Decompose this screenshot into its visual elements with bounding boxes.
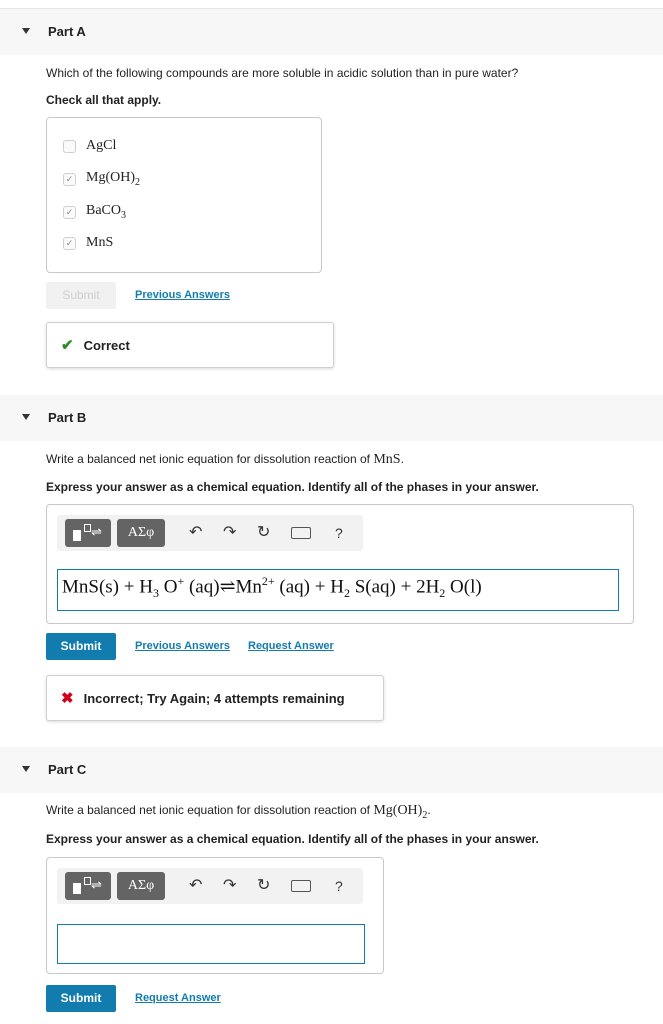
part-b-header[interactable]	[0, 395, 663, 441]
checkbox-mns[interactable]: ✓	[63, 237, 76, 250]
part-b-instruction: Express your answer as a chemical equation. Identify all of the phases in your answer.	[46, 480, 539, 494]
part-c-equation-editor	[46, 857, 384, 974]
part-b-equation-editor	[46, 504, 634, 624]
feedback-text: Incorrect; Try Again; 4 attempts remaining	[83, 690, 345, 706]
editor-toolbar	[57, 515, 363, 551]
part-c-question: Write a balanced net ionic equation for dissolution reaction of $Mg(OH)_2$.	[46, 803, 431, 821]
template-button[interactable]	[65, 872, 111, 900]
choice-mgoh2[interactable]	[63, 169, 140, 189]
part-b-submit-button[interactable]: Submit	[46, 633, 116, 660]
template-small-box-icon	[84, 877, 91, 885]
undo-icon[interactable]: ↶	[189, 877, 203, 894]
greek-symbols-button[interactable]: ΑΣφ	[117, 519, 165, 547]
answer-equation: $MnS(s) + H_3$ O+ $(aq)\rightleftharpoons Mn^{2+}$ $(aq) + H_2$ $S(aq) + 2H_2$ O(l)	[62, 574, 482, 601]
part-b-request-answer-link[interactable]: Request Answer	[248, 640, 334, 652]
part-b-feedback	[46, 675, 384, 721]
choice-label: $Mg(OH)_2$	[86, 170, 140, 188]
part-c-title: Part C	[48, 762, 87, 777]
collapse-caret-icon[interactable]	[22, 766, 30, 772]
checkbox-agcl[interactable]	[63, 140, 76, 153]
keyboard-icon[interactable]	[291, 880, 311, 892]
part-c-header[interactable]	[0, 747, 663, 793]
equilibrium-icon: ⇌	[91, 524, 102, 539]
x-icon: ✖	[61, 690, 74, 707]
part-a-question: Which of the following compounds are more soluble in acidic solution than in pure water?	[46, 66, 519, 80]
answer-input[interactable]	[57, 569, 619, 611]
choice-label: BaCO$_3$	[86, 203, 126, 221]
undo-icon[interactable]: ↶	[189, 524, 203, 541]
collapse-caret-icon[interactable]	[22, 414, 30, 420]
part-a-submit-button[interactable]: Submit	[46, 282, 116, 309]
choice-label: MnS	[86, 235, 114, 250]
template-small-box-icon	[84, 524, 91, 532]
keyboard-icon[interactable]	[291, 527, 311, 539]
equilibrium-icon: ⇌	[91, 877, 102, 892]
choice-list	[46, 117, 322, 273]
greek-symbols-button[interactable]: ΑΣφ	[117, 872, 165, 900]
part-a-title: Part A	[48, 24, 86, 39]
part-a-previous-answers-link[interactable]: Previous Answers	[135, 289, 230, 301]
choice-baco3[interactable]	[63, 202, 126, 222]
part-b-previous-answers-link[interactable]: Previous Answers	[135, 640, 230, 652]
choice-label: AgCl	[86, 138, 117, 153]
checkbox-baco3[interactable]: ✓	[63, 206, 76, 219]
part-c-instruction: Express your answer as a chemical equation. Identify all of the phases in your answer.	[46, 832, 539, 846]
check-icon: ✔	[61, 337, 74, 354]
collapse-caret-icon[interactable]	[22, 28, 30, 34]
part-b-question: Write a balanced net ionic equation for dissolution reaction of MnS.	[46, 452, 404, 467]
template-icon	[73, 530, 81, 541]
answer-input[interactable]	[57, 924, 365, 964]
reset-icon[interactable]: ↻	[257, 524, 271, 541]
editor-toolbar	[57, 868, 363, 904]
template-icon	[73, 883, 81, 894]
part-c-request-answer-link[interactable]: Request Answer	[135, 992, 221, 1004]
redo-icon[interactable]: ↷	[223, 524, 237, 541]
part-a-instruction: Check all that apply.	[46, 93, 162, 107]
redo-icon[interactable]: ↷	[223, 877, 237, 894]
help-button[interactable]: ?	[335, 525, 343, 541]
choice-mns[interactable]	[63, 233, 113, 253]
help-button[interactable]: ?	[335, 878, 343, 894]
part-b-title: Part B	[48, 410, 87, 425]
feedback-text: Correct	[83, 337, 130, 353]
choice-agcl[interactable]	[63, 136, 116, 156]
checkbox-mgoh2[interactable]: ✓	[63, 173, 76, 186]
template-button[interactable]	[65, 519, 111, 547]
part-c-submit-button[interactable]: Submit	[46, 985, 116, 1012]
reset-icon[interactable]: ↻	[257, 877, 271, 894]
part-a-feedback	[46, 322, 334, 368]
part-a-header[interactable]	[0, 9, 663, 55]
